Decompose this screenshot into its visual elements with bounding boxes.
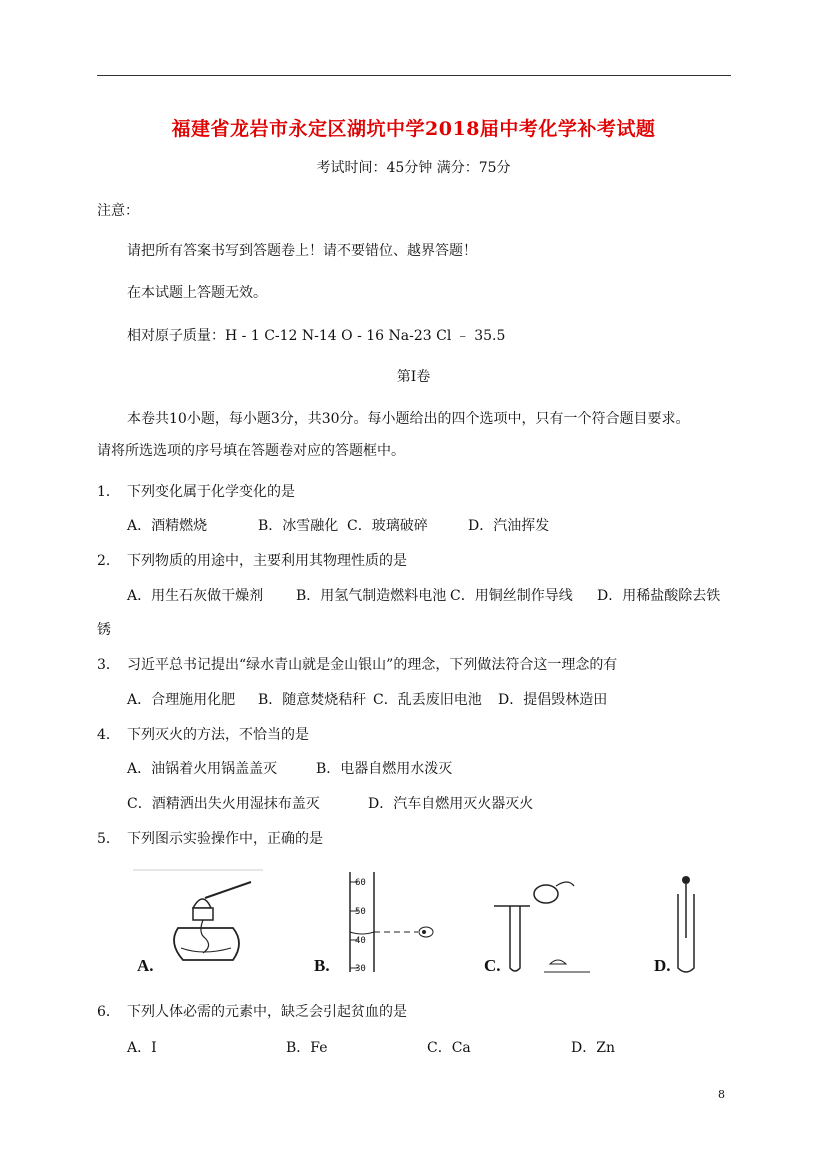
question-text: 下列图示实验操作中，正确的是 xyxy=(127,831,323,847)
option-b: B．冰雪融化 xyxy=(258,518,339,534)
option-b: B．随意焚烧秸秆 xyxy=(258,692,367,708)
option-d-wrap: 锈 xyxy=(97,622,111,638)
note-1: 请把所有答案书写到答题卷上！请不要错位、越界答题！ xyxy=(127,243,477,259)
question-number: 5． xyxy=(97,831,120,847)
exam-info: 考试时间：45分钟 满分：75分 xyxy=(316,160,511,176)
question-number: 4． xyxy=(97,727,120,743)
option-c: C．乱丢废旧电池 xyxy=(373,692,482,708)
question-number: 1． xyxy=(97,484,120,500)
page-number: 8 xyxy=(718,1088,725,1101)
option-c: C．Ca xyxy=(427,1040,471,1056)
figure-label: A. xyxy=(137,956,154,975)
question-number: 3． xyxy=(97,657,120,673)
option-a: A．合理施用化肥 xyxy=(127,692,236,708)
section-intro-1: 本卷共10小题，每小题3分，共30分。每小题给出的四个选项中，只有一个符合题目要求。 xyxy=(127,411,690,427)
question-text: 下列灭火的方法，不恰当的是 xyxy=(127,727,309,743)
option-a: A．用生石灰做干燥剂 xyxy=(127,588,264,604)
option-d: D．汽油挥发 xyxy=(468,518,550,534)
option-b: B．Fe xyxy=(286,1040,328,1056)
scale-label: 60 xyxy=(355,878,366,888)
option-b: B．用氢气制造燃料电池 xyxy=(296,588,447,604)
option-d: D．用稀盐酸除去铁 xyxy=(597,588,721,604)
option-d: D．提倡毁林造田 xyxy=(498,692,608,708)
option-a: A．酒精燃烧 xyxy=(127,518,208,534)
figure-label: D. xyxy=(654,956,671,975)
option-a: A．油锅着火用锅盖盖灭 xyxy=(127,761,278,777)
figure-label: B. xyxy=(314,956,330,975)
section-intro-2: 请将所选选项的序号填在答题卷对应的答题框中。 xyxy=(97,443,405,459)
question-text: 习近平总书记提出“绿水青山就是金山银山”的理念，下列做法符合这一理念的有 xyxy=(127,657,618,673)
question-number: 2． xyxy=(97,553,120,569)
scale-label: 40 xyxy=(355,936,366,946)
figure-b-cylinder xyxy=(310,868,450,978)
note-3: 相对原子质量：H - 1 C-12 N-14 O - 16 Na-23 Cl ﹣ 35.5 xyxy=(127,328,506,344)
figure-d-dropper xyxy=(650,868,730,978)
option-b: B．电器自燃用水泼灭 xyxy=(316,761,453,777)
page-title: 福建省龙岩市永定区湖坑中学2018届中考化学补考试题 xyxy=(171,118,656,140)
question-text: 下列物质的用途中，主要利用其物理性质的是 xyxy=(127,553,407,569)
option-c: C．酒精洒出失火用湿抹布盖灭 xyxy=(127,796,320,812)
option-d: D．汽车自燃用灭火器灭火 xyxy=(368,796,534,812)
header-rule xyxy=(97,75,731,76)
scale-label: 30 xyxy=(355,964,366,974)
option-d: D．Zn xyxy=(571,1040,615,1056)
option-c: C．用铜丝制作导线 xyxy=(450,588,573,604)
option-c: C．玻璃破碎 xyxy=(347,518,428,534)
question-text: 下列变化属于化学变化的是 xyxy=(127,484,295,500)
note-2: 在本试题上答题无效。 xyxy=(127,285,267,301)
question-text: 下列人体必需的元素中，缺乏会引起贫血的是 xyxy=(127,1004,407,1020)
scale-label: 50 xyxy=(355,907,366,917)
figure-c-test-tube xyxy=(480,868,600,978)
option-a: A．I xyxy=(127,1040,157,1056)
notice-label: 注意： xyxy=(97,203,139,219)
figure-label: C. xyxy=(484,956,501,975)
figure-a-alcohol-lamp xyxy=(133,868,268,978)
question-number: 6． xyxy=(97,1004,120,1020)
section-title: 第Ⅰ卷 xyxy=(396,369,431,385)
